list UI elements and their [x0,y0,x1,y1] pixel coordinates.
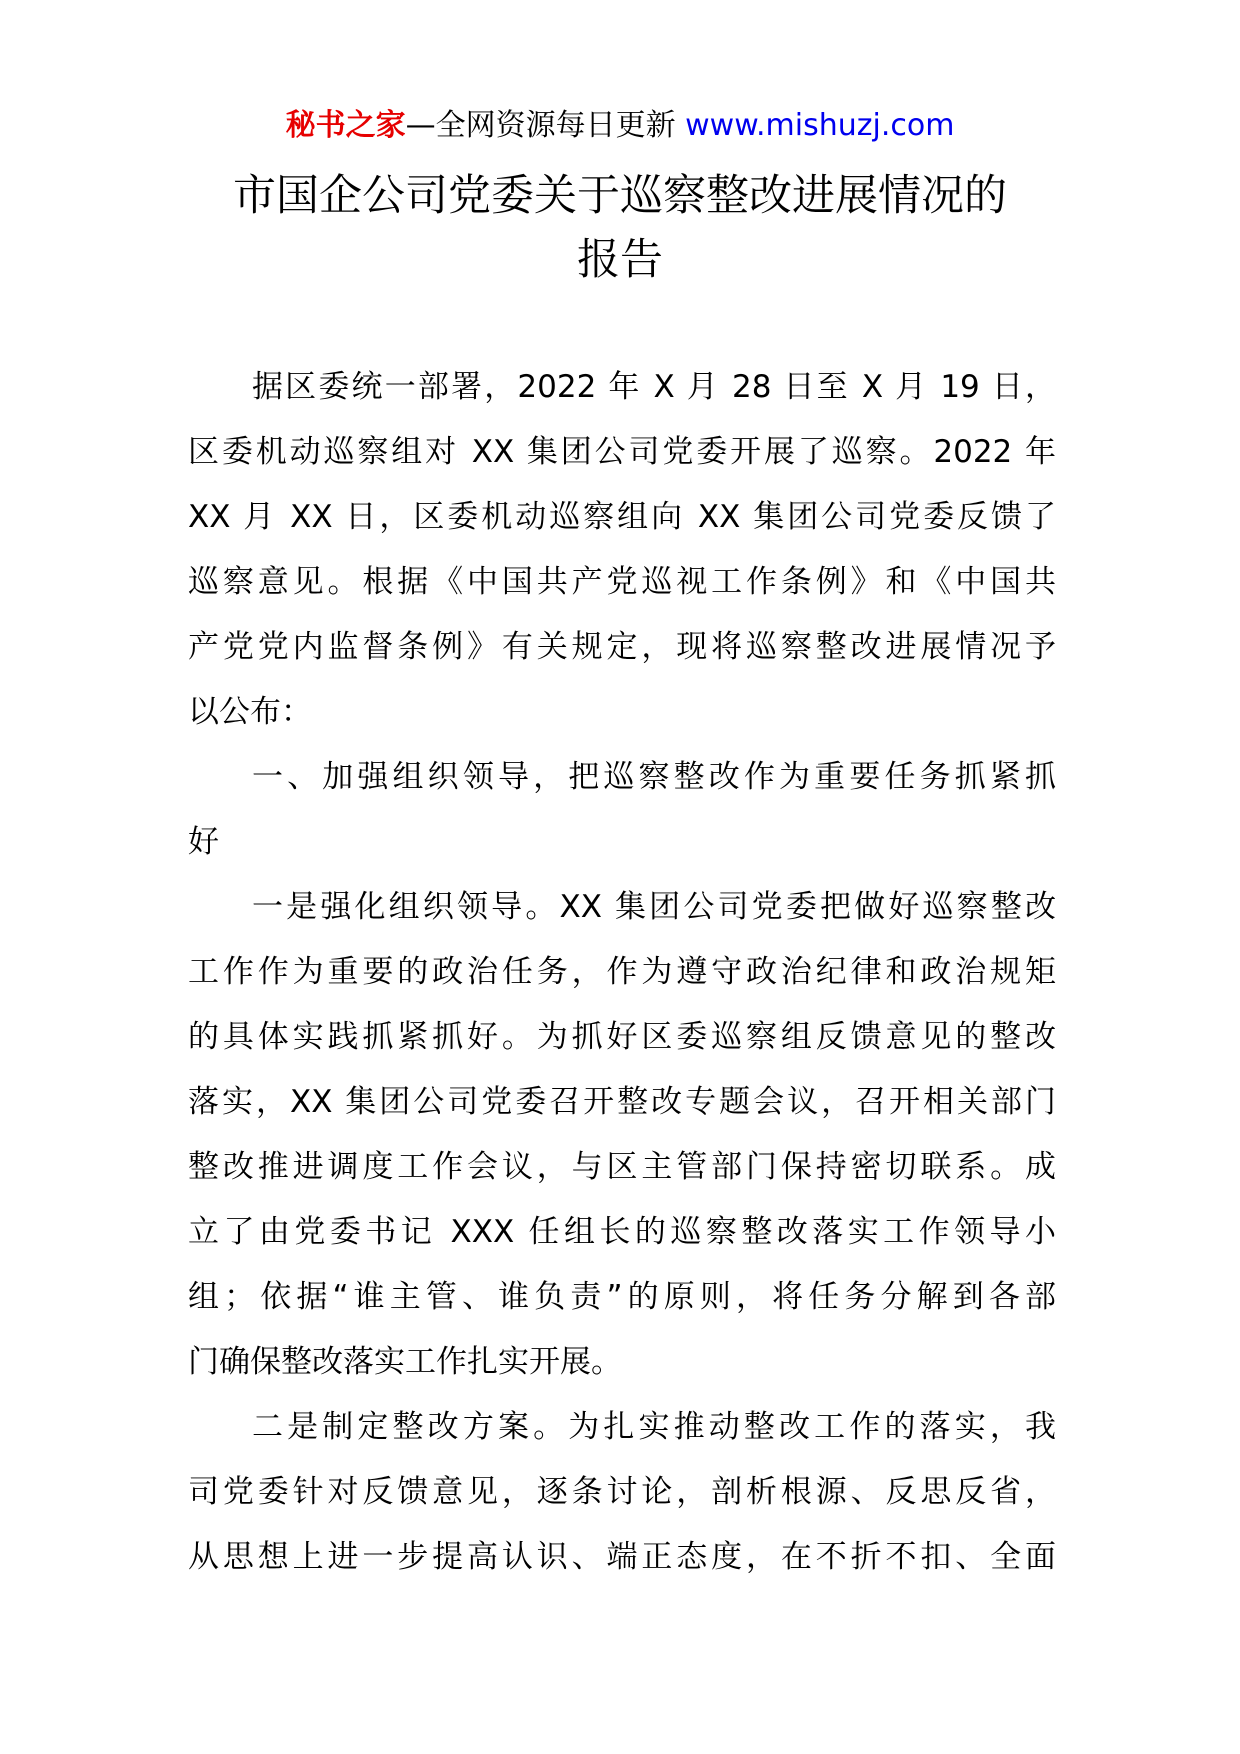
section-heading-line: 一、加强组织领导，把巡察整改作为重要任务抓紧抓 [252,759,1056,795]
body-line: 二是制定整改方案。为扎实推动整改工作的落实，我 [252,1409,1056,1445]
body-line: 立了由党委书记 XXX 任组长的巡察整改落实工作领导小 [188,1214,1056,1250]
site-header [0,104,1240,148]
title-line-1: 市国企公司党委关于巡察整改进展情况的 [233,171,1007,221]
site-tagline: —全网资源每日更新 [405,108,676,143]
document-title [150,164,1090,292]
body-line: 的具体实践抓紧抓好。为抓好区委巡察组反馈意见的整改 [188,1019,1056,1055]
body-line: 组；依据“谁主管、谁负责”的原则，将任务分解到各部 [188,1279,1056,1315]
brand-name: 秘书之家 [285,108,406,143]
document-body [188,355,1056,1590]
body-line: 以公布： [188,694,312,730]
body-line: 从思想上进一步提高认识、端正态度，在不折不扣、全面 [188,1539,1056,1575]
body-line: 巡察意见。根据《中国共产党巡视工作条例》和《中国共 [188,564,1056,600]
body-line: 一是强化组织领导。XX 集团公司党委把做好巡察整改 [252,889,1056,925]
title-line-2: 报告 [577,235,663,285]
body-line: 工作作为重要的政治任务，作为遵守政治纪律和政治规矩 [188,954,1056,990]
body-line: 司党委针对反馈意见，逐条讨论，剖析根源、反思反省， [188,1474,1056,1510]
body-line: 门确保整改落实工作扎实开展。 [188,1344,622,1380]
body-line: 整改推进调度工作会议，与区主管部门保持密切联系。成 [188,1149,1056,1185]
section-heading-line: 好 [188,824,219,860]
body-line: 产党党内监督条例》有关规定，现将巡察整改进展情况予 [188,629,1056,665]
site-url-link[interactable]: www.mishuzj.com [685,108,955,143]
body-line: XX 月 XX 日，区委机动巡察组向 XX 集团公司党委反馈了 [188,499,1056,535]
body-line: 区委机动巡察组对 XX 集团公司党委开展了巡察。2022 年 [188,434,1056,470]
body-line: 落实，XX 集团公司党委召开整改专题会议，召开相关部门 [188,1084,1056,1120]
body-line: 据区委统一部署，2022 年 X 月 28 日至 X 月 19 日， [252,369,1056,405]
